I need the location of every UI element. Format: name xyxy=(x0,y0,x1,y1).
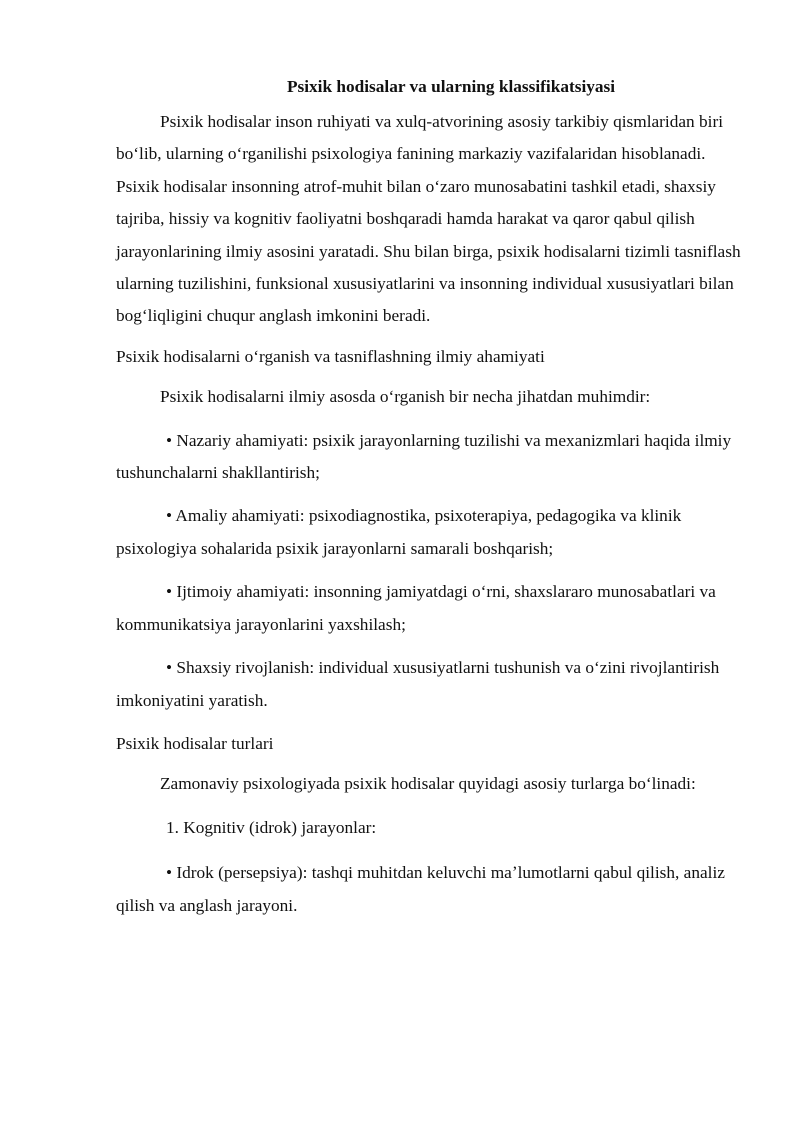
bullet-item: • Ijtimoiy ahamiyati: insonning jamiyatdagi oʻrni, shaxslararo munosabatlari va kommunikatsiya jarayonlarini yaxshilash; xyxy=(116,582,716,634)
section-lead-significance: Psixik hodisalarni ilmiy asosda oʻrganish bir necha jihatdan muhimdir: xyxy=(160,387,651,407)
bullet-item: • Amaliy ahamiyati: psixodiagnostika, psixoterapiya, pedagogika va klinik psixologiya sohalarida psixik jarayonlarni samarali boshqarish; xyxy=(116,506,682,558)
bullet-item: • Idrok (persepsiya): tashqi muhitdan keluvchi maʼlumotlarni qabul qilish, analiz qilish va anglash jarayoni. xyxy=(116,863,725,915)
section-heading-types: Psixik hodisalar turlari xyxy=(116,733,274,753)
intro-paragraph: Psixik hodisalar inson ruhiyati va xulq-atvorining asosiy tarkibiy qismlaridan biri boʻlib, ularning oʻrganilishi psixologiya fanining markaziy vazifalaridan hisoblanadi. Psixik hodisalar insonning atrof-muhit bilan oʻzaro munosabatini tashkil etadi, shaxsiy tajriba, hissiy va kognitiv faoliyatni boshqaradi hamda harakat va qaror qabul qilish jarayonlarining ilmiy asosini yaratadi. Shu bilan birga, psixik hodisalarni tizimli tasniflash ularning tuzilishini, funksional xususiyatlarini va insonning individual xususiyatlari bilan bogʻliqligini chuqur anglash imkonini beradi. xyxy=(116,112,741,326)
bullet-item: • Nazariy ahamiyati: psixik jarayonlarning tuzilishi va mexanizmlari haqida ilmiy tushunchalarni shakllantirish; xyxy=(116,430,732,483)
document-page xyxy=(116,74,744,933)
section-heading-significance: Psixik hodisalarni oʻrganish va tasniflashning ilmiy ahamiyati xyxy=(116,346,545,366)
numbered-item: 1. Kognitiv (idrok) jarayonlar: xyxy=(166,817,377,837)
section-lead-types: Zamonaviy psixologiyada psixik hodisalar quyidagi asosiy turlarga boʻlinadi: xyxy=(160,774,696,794)
bullet-item: • Shaxsiy rivojlanish: individual xususiyatlarni tushunish va oʻzini rivojlantirish imkoniyatini yaratish. xyxy=(116,658,720,710)
document-title: Psixik hodisalar va ularning klassifikatsiyasi xyxy=(286,77,616,96)
